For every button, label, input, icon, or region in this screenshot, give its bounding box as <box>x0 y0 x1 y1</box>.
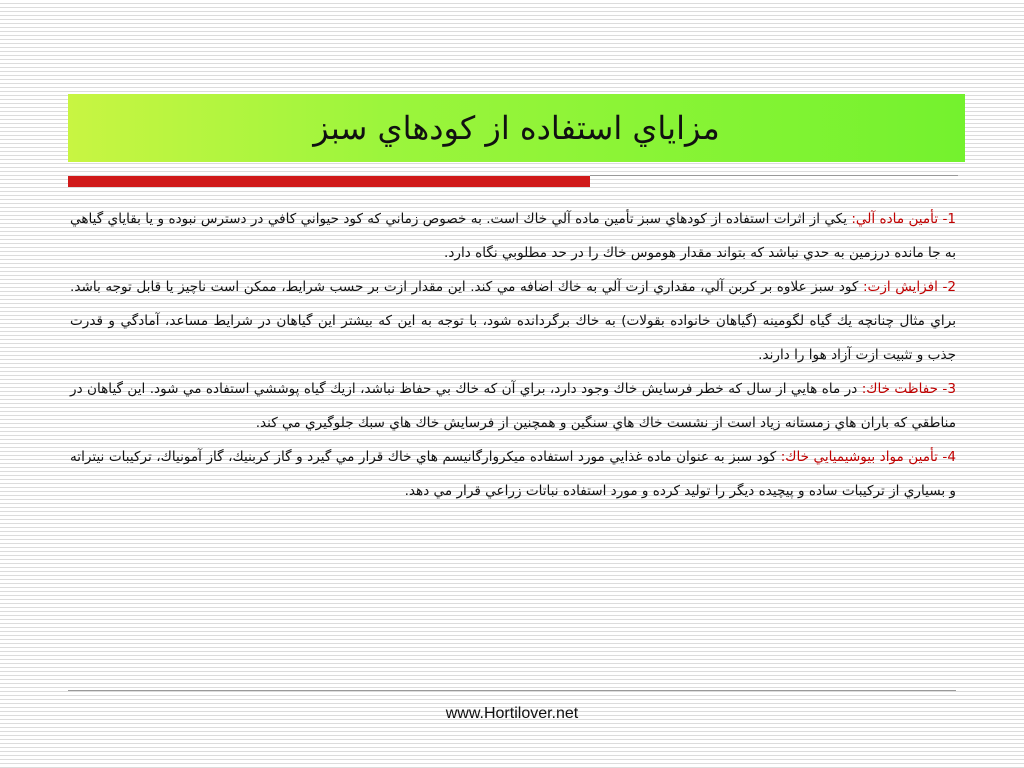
slide-title: مزاياي استفاده از كودهاي سبز <box>313 109 720 147</box>
benefit-heading-3: 3- حفاظت خاك: <box>861 381 956 397</box>
slide-title-banner <box>68 94 965 162</box>
footer-url: www.Hortilover.net <box>445 705 579 722</box>
benefit-text-1: يكي از اثرات استفاده از كودهاي سبز تأمين ماده آلي خاك است. به خصوص زماني كه كود حيواني كافي در دسترس نبوده و يا بقاياي گياهي به جا مانده درزمين به حدي نباشد كه بتواند مقدار هوموس خاك را در حد مطلوبي نگاه دارد. <box>70 211 956 261</box>
slide-body <box>70 202 956 508</box>
benefit-heading-4: 4- تأمين مواد بيوشيميايي خاك: <box>780 449 956 465</box>
bottom-divider <box>68 690 956 691</box>
benefit-item-4 <box>70 440 956 508</box>
benefit-item-2 <box>70 270 956 372</box>
benefit-heading-2: 2- افزايش ازت: <box>862 279 957 295</box>
benefit-text-2: كود سبز علاوه بر كربن آلي، مقداري ازت آلي به خاك اضافه مي كند. اين مقدار ازت بر حسب شرايط، ممكن است ناچيز يا قابل توجه باشد. براي مثال چنانچه يك گياه لگومينه (گياهان خانواده بقولات) به خاك برگردانده شود، با توجه به اين كه بيشتر اين گياهان در شرايط مساعد، آمادگي و قدرت جذب و تثبيت ازت آزاد هوا را دارند. <box>70 279 956 363</box>
accent-bar <box>68 176 590 187</box>
benefit-text-4: كود سبز به عنوان ماده غذايي مورد استفاده ميكروارگانيسم هاي خاك قرار مي گيرد و گاز كربنيك، گاز آمونياك، تركيبات نيتراته و بسياري از تركيبات ساده و پيچيده ديگر را توليد كرده و مورد استفاده نباتات زراعي قرار مي دهد. <box>70 449 956 499</box>
benefit-item-3 <box>70 372 956 440</box>
top-divider <box>590 175 958 176</box>
benefit-item-1 <box>70 202 956 270</box>
benefit-heading-1: 1- تأمين ماده آلي: <box>851 211 957 227</box>
benefit-text-3: در ماه هايي از سال كه خطر فرسايش خاك وجود دارد، براي آن كه خاك بي حفاظ نباشد، ازيك گياه پوششي استفاده مي شود. اين گياهان در مناطقي كه باران هاي زمستانه زياد است از نشست خاك هاي سنگين و همچنين از فرسايش خاك هاي سبك جلوگيري مي كند. <box>70 381 956 431</box>
